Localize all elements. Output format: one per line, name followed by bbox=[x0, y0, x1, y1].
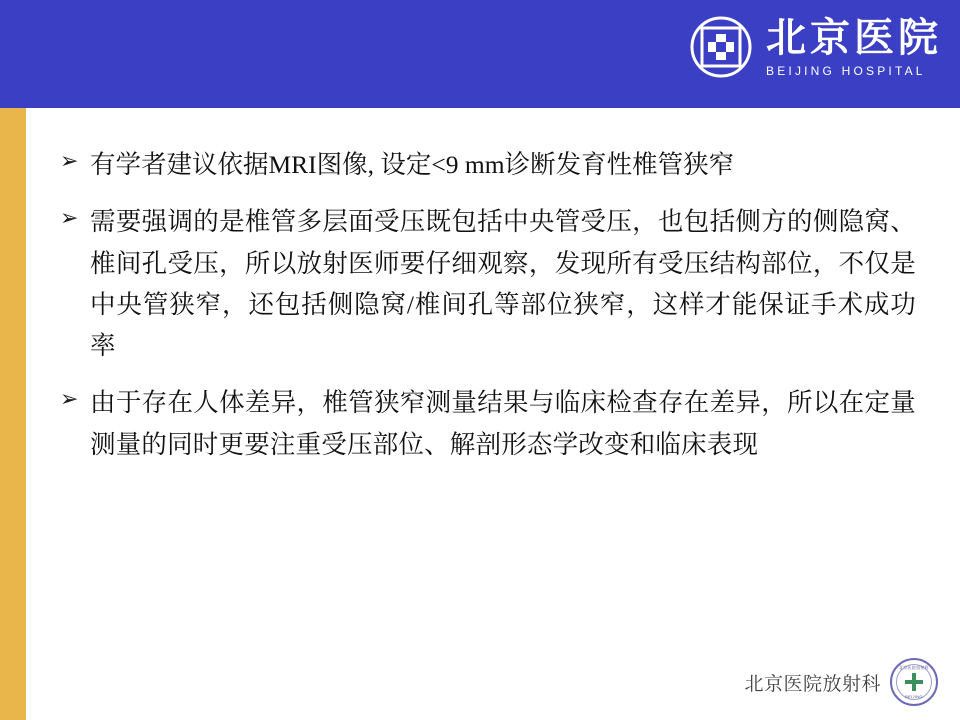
hospital-cross-logo-icon bbox=[690, 16, 752, 78]
watermark-label: 北京医院放射科 bbox=[744, 673, 881, 695]
hospital-logo bbox=[690, 16, 942, 78]
bullet-text: 需要强调的是椎管多层面受压既包括中央管受压，也包括侧方的侧隐窝、椎间孔受压，所以放射医师要仔细观察，发现所有受压结构部位，不仅是中央管狭窄，还包括侧隐窝/椎间孔等部位狭窄，这样才能保证手术成功率 bbox=[90, 207, 916, 361]
bullet-marker-icon: ➢ bbox=[60, 387, 79, 413]
bullet-item bbox=[60, 382, 916, 465]
left-accent-bar-blue bbox=[0, 0, 26, 108]
left-accent-bar-gold bbox=[0, 108, 26, 720]
seal-top-text: 北京医院放射科 bbox=[898, 665, 930, 670]
hospital-name-en: BEIJING HOSPITAL bbox=[766, 63, 926, 78]
seal-bottom-text: BEIJING bbox=[905, 694, 923, 699]
hospital-logo-text bbox=[766, 14, 942, 78]
bullet-text: 有学者建议依据MRI图像, 设定<9 mm诊断发育性椎管狭窄 bbox=[90, 150, 735, 179]
slide-content bbox=[26, 108, 960, 720]
bullet-item bbox=[60, 201, 916, 366]
hospital-seal-icon bbox=[890, 658, 938, 706]
bullet-item bbox=[60, 144, 916, 185]
hospital-name-cn: 北京医院 bbox=[766, 14, 942, 60]
bullet-text: 由于存在人体差异，椎管狭窄测量结果与临床检查存在差异，所以在定量测量的同时更要注重受压部位、解剖形态学改变和临床表现 bbox=[90, 388, 916, 459]
bullet-marker-icon: ➢ bbox=[60, 149, 79, 174]
bullet-marker-icon: ➢ bbox=[60, 206, 79, 232]
footer-watermark bbox=[744, 658, 938, 706]
slide-header-band bbox=[26, 0, 960, 108]
